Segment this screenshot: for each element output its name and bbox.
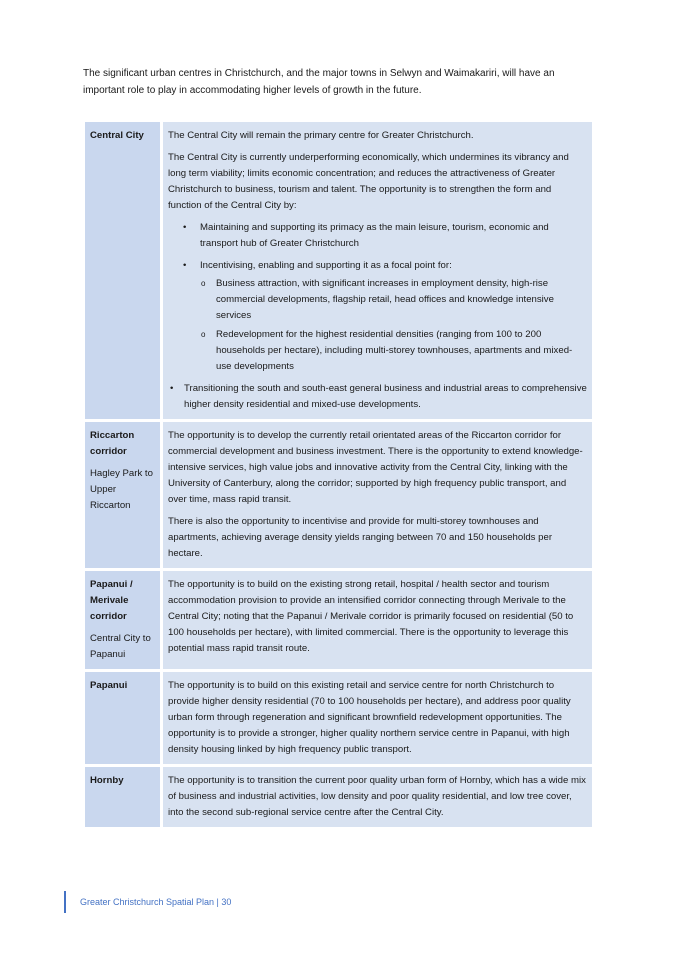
row-subtitle: Hagley Park to Upper Riccarton [90, 468, 153, 511]
bullet-text: Incentivising, enabling and supporting it as a focal point for: [200, 260, 452, 271]
bullet-item: • Maintaining and supporting its primacy as the main leisure, tourism, economic and transport hub of Greater Christchurch [200, 220, 587, 252]
row-paragraph: The Central City is currently underperforming economically, which undermines its vibrancy and long term viability; limits economic concentration; and reduces the attractiveness of Greater Christchurch to business, tourism and talent. The opportunity is to strengthen the form and function of the Central City by: [168, 152, 569, 211]
row-paragraph: The opportunity is to build on the existing strong retail, hospital / health sector and tourism accommodation provision to provide an intensified corridor connecting through Merivale to the Central City; noting that the Papanui / Merivale corridor is primarily focused on residential (50 to 100 households per hectare), with limited commercial. There is the opportunity to leverage this potential mass rapid transit route. [168, 579, 574, 654]
table-row [85, 767, 592, 827]
sub-bullet-item: o Business attraction, with significant increases in employment density, high-rise commercial developments, flagship retail, head offices and knowledge intensive services [216, 276, 587, 324]
row-paragraph: There is also the opportunity to incentivise and provide for multi-storey townhouses and apartments, achieving average density yields ranging between 70 and 150 households per hectare. [168, 516, 553, 559]
bullet-list [168, 381, 587, 413]
row-paragraph: The opportunity is to transition the current poor quality urban form of Hornby, which has a wide mix of business and industrial activities, low density and poor quality residential, and low tree cover, into the second sub-regional service centre after the Central City. [168, 775, 586, 818]
row-title: Central City [90, 130, 144, 141]
row-paragraph: The opportunity is to develop the currently retail orientated areas of the Riccarton corridor for commercial development and business investment. There is the opportunity to extend knowledge-intensive services, high value jobs and innovative activity from the Central City, linking with the University of Canterbury, along the corridor; supported by high frequency public transport, and over time, mass rapid transit. [168, 430, 583, 505]
table-row [85, 422, 592, 568]
row-label-cell [85, 571, 163, 669]
row-content-cell [163, 571, 592, 669]
row-content-cell [163, 767, 592, 827]
row-label-cell [85, 122, 163, 419]
table-row [85, 672, 592, 764]
row-content-cell [163, 672, 592, 764]
row-title: Riccarton corridor [90, 430, 135, 457]
row-label-cell [85, 422, 163, 568]
sub-bullet-item: o Redevelopment for the highest residential densities (ranging from 100 to 200 households per hectare), including multi-storey townhouses, apartments and mixed-use developments [216, 327, 587, 375]
row-content-cell [163, 122, 592, 419]
table-row [85, 571, 592, 669]
row-paragraph: The Central City will remain the primary centre for Greater Christchurch. [168, 130, 474, 141]
urban-centres-table [85, 119, 592, 830]
table-row [85, 122, 592, 419]
bullet-list [168, 220, 587, 375]
row-label-cell [85, 672, 163, 764]
row-title: Hornby [90, 775, 124, 786]
sub-bullet-list [200, 276, 587, 375]
bullet-item: • Transitioning the south and south-east general business and industrial areas to comprehensive higher density residential and mixed-use developments. [184, 381, 587, 413]
page-footer: Greater Christchurch Spatial Plan | 30 [64, 891, 231, 913]
row-paragraph: The opportunity is to build on this existing retail and service centre for north Christchurch to provide higher density residential (70 to 100 households per hectare), and address poor quality urban form through regeneration and significant brownfield redevelopment opportunities. The opportunity is to provide a stronger, higher quality northern service centre in Papanui, with high density housing linked by high frequency public transport. [168, 680, 571, 755]
row-content-cell [163, 422, 592, 568]
row-title: Papanui / Merivale corridor [90, 579, 133, 622]
row-label-cell [85, 767, 163, 827]
bullet-item [200, 258, 587, 375]
intro-paragraph: The significant urban centres in Christchurch, and the major towns in Selwyn and Waimakariri, will have an important role to play in accommodating higher levels of growth in the future. [83, 68, 555, 96]
row-subtitle: Central City to Papanui [90, 633, 151, 660]
row-title: Papanui [90, 680, 128, 691]
